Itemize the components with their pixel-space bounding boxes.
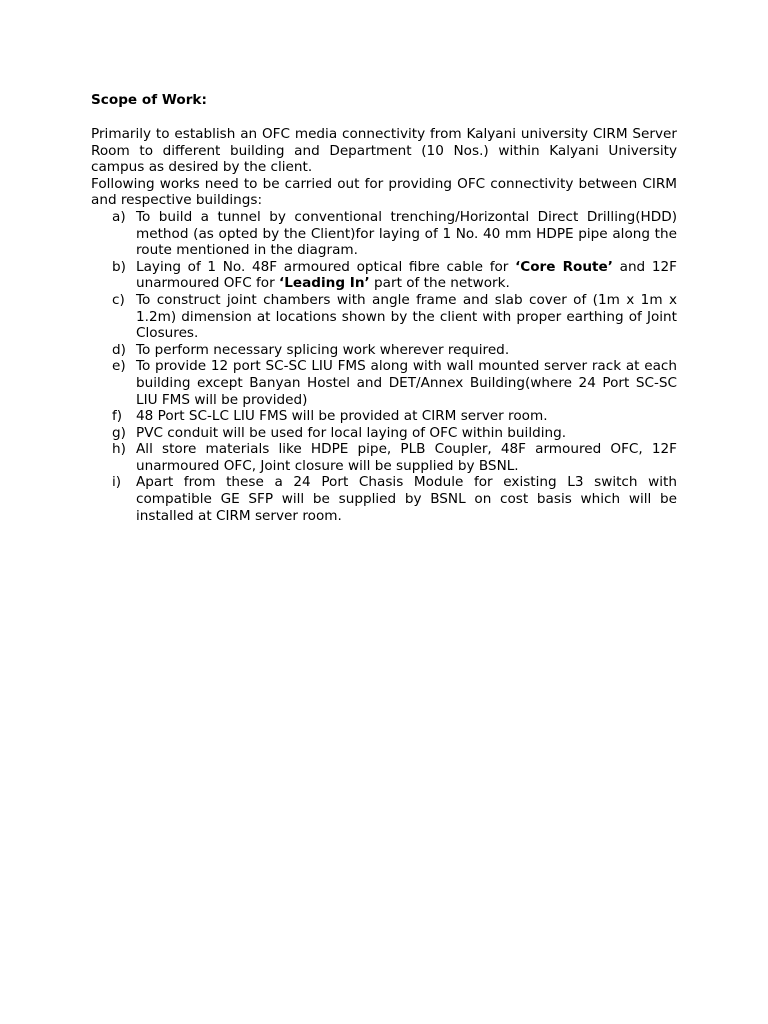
list-item-text: Apart from these a 24 Port Chasis Module for existing L3 switch with compatible GE SFP will be supplied by BSNL on cost basis which will be installed at CIRM server room. [136, 474, 677, 524]
list-marker: f) [112, 408, 123, 425]
list-item-e [91, 358, 677, 408]
list-item-text: To perform necessary splicing work wherever required. [136, 341, 510, 358]
core-route-emphasis: ‘Core Route’ [515, 258, 613, 275]
list-item-c [91, 292, 677, 342]
list-item-text-part: and 12F unarmoured OFC for [136, 258, 677, 292]
list-item-text: 48 Port SC-LC LIU FMS will be provided at CIRM server room. [136, 408, 548, 425]
list-marker: d) [112, 341, 126, 358]
intro-paragraph: Primarily to establish an OFC media connectivity from Kalyani university CIRM Server Room to different building and Department (10 Nos.) within Kalyani University campus as desired by the client. [91, 126, 677, 176]
list-item-f [91, 408, 677, 425]
lead-paragraph: Following works need to be carried out for providing OFC connectivity between CIRM and respective buildings: [91, 175, 677, 209]
list-item-text: PVC conduit will be used for local laying of OFC within building. [136, 424, 567, 441]
leading-in-emphasis: ‘Leading In’ [279, 275, 370, 292]
list-marker: i) [112, 474, 122, 491]
list-item-text: To provide 12 port SC-SC LIU FMS along with wall mounted server rack at each building except Banyan Hostel and DET/Annex Building(where 24 Port SC-SC LIU FMS will be provided) [136, 358, 677, 408]
list-item-g [91, 425, 677, 442]
list-item-text: All store materials like HDPE pipe, PLB Coupler, 48F armoured OFC, 12F unarmoured OFC, Joint closure will be supplied by BSNL. [136, 441, 677, 474]
list-marker: b) [112, 258, 126, 275]
section-title: Scope of Work: [91, 92, 207, 108]
document-page [91, 92, 677, 524]
list-item-text-part: part of the network. [369, 275, 510, 292]
work-items-list [91, 209, 677, 524]
list-marker: g) [112, 424, 126, 441]
list-item-b [91, 259, 677, 292]
list-marker: e) [112, 358, 126, 375]
list-item-h [91, 441, 677, 474]
list-marker: h) [112, 441, 126, 458]
list-item-text: To construct joint chambers with angle frame and slab cover of (1m x 1m x 1.2m) dimension at locations shown by the client with proper earthing of Joint Closures. [136, 291, 677, 342]
list-item-i [91, 474, 677, 524]
list-item-text: To build a tunnel by conventional trenching/Horizontal Direct Drilling(HDD) method (as opted by the Client)for laying of 1 No. 40 mm HDPE pipe along the route mentioned in the diagram. [136, 208, 677, 259]
list-marker: c) [112, 291, 125, 308]
list-marker: a) [112, 208, 126, 225]
list-item-d [91, 342, 677, 359]
list-item-text-part: Laying of 1 No. 48F armoured optical fibre cable for [136, 258, 516, 275]
list-item-a [91, 209, 677, 259]
